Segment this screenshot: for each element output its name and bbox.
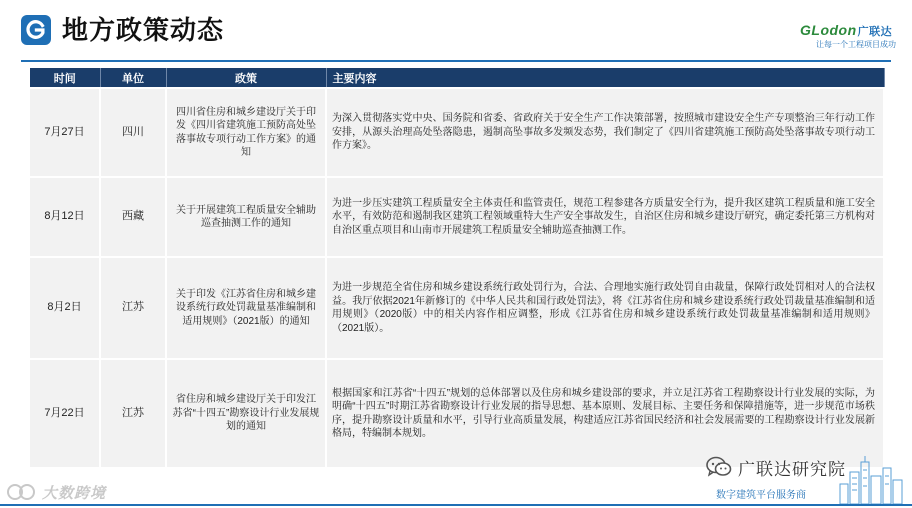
cell-policy: 四川省住房和城乡建设厅关于印发《四川省建筑施工预防高处坠落事故专项行动工作方案》的通知 <box>166 88 326 177</box>
cell-content: 根据国家和江苏省“十四五”规划的总体部署以及住房和城乡建设部的要求，并立足江苏省工程勘察设计行业发展的实际，为明确“十四五”时期江苏省勘察设计行业发展的指导思想、基本原则、发展目标、主要任务和保障措施等，进一步规范市场秩序，提升勘察设计质量和水平，引导行业高质量发展，构建适应江苏省国民经济和社会发展需要的工程勘察设计行业发展新格局，特编制本规划。 <box>326 359 884 467</box>
column-header-content: 主要内容 <box>326 68 884 88</box>
wechat-icon <box>706 456 732 478</box>
cell-region: 江苏 <box>100 257 166 359</box>
datamark-watermark <box>6 480 106 504</box>
brand-name-cn: 广联达 <box>857 26 893 38</box>
datamark-logo-icon <box>6 481 40 503</box>
cell-region: 西藏 <box>100 177 166 257</box>
cell-content: 为进一步规范全省住房和城乡建设系统行政处罚行为，合法、合理地实施行政处罚自由裁量，保障行政处罚相对人的合法权益。我厅依据2021年新修订的《中华人民共和国行政处罚法》，将《江苏省住房和城乡建设系统行政处罚裁量基准编制和适用规则》（2020版）中的相关内容作相应调整，形成《江苏省住房和城乡建设系统行政处罚裁量基准编制和适用规则》（2021版）。 <box>326 257 884 359</box>
cell-date: 7月22日 <box>30 359 100 467</box>
header-divider <box>21 60 891 62</box>
table-header-row <box>30 68 884 88</box>
footer-slogan: 数字建筑平台服务商 <box>716 490 806 501</box>
footer-divider <box>0 504 912 506</box>
cell-region: 江苏 <box>100 359 166 467</box>
cell-content: 为深入贯彻落实党中央、国务院和省委、省政府关于安全生产工作决策部署，按照城市建设安全生产专项整治三年行动工作安排，从源头治理高处坠落隐患，遏制高坠事故多发频发态势，我们制定了《四川省建筑施工预防高处坠落事故专项行动工作方案》。 <box>326 88 884 177</box>
cell-date: 8月12日 <box>30 177 100 257</box>
cell-policy: 关于开展建筑工程质量安全辅助巡查抽测工作的通知 <box>166 177 326 257</box>
datamark-label: 大数跨境 <box>42 484 107 502</box>
cell-policy: 关于印发《江苏省住房和城乡建设系统行政处罚裁量基准编制和适用规则》（2021版）的通知 <box>166 257 326 359</box>
cell-content: 为进一步压实建筑工程质量安全主体责任和监管责任，规范工程参建各方质量安全行为，提升我区建筑工程质量和施工安全水平，有效防范和遏制我区建筑工程领域重特大生产安全事故发生，自治区住房和城乡建设厅研究，确定委托第三方机构对自治区重点项目和山南市开展建筑工程质量安全辅助巡查抽测工作。 <box>326 177 884 257</box>
table-row <box>30 177 884 257</box>
page-header <box>0 0 912 58</box>
brand-slogan: 让每一个工程项目成功 <box>816 40 896 49</box>
column-header-date: 时间 <box>30 68 100 88</box>
table-row <box>30 88 884 177</box>
cell-region: 四川 <box>100 88 166 177</box>
glodon-g-logo-icon <box>21 15 51 45</box>
column-header-policy: 政策 <box>166 68 326 88</box>
brand-name-latin: GLodon <box>800 22 857 38</box>
wechat-account-name: 广联达研究院 <box>738 459 846 479</box>
brand-name <box>800 22 908 40</box>
cell-policy: 省住房和城乡建设厅关于印发江苏省“十四五”勘察设计行业发展规划的通知 <box>166 359 326 467</box>
policy-table <box>30 68 885 467</box>
table-row <box>30 359 884 467</box>
cell-date: 8月2日 <box>30 257 100 359</box>
cell-date: 7月27日 <box>30 88 100 177</box>
brand-logo <box>800 22 908 52</box>
wechat-watermark <box>706 454 846 480</box>
table-row <box>30 257 884 359</box>
city-skyline-icon <box>836 454 906 504</box>
column-header-region: 单位 <box>100 68 166 88</box>
page-title: 地方政策动态 <box>62 15 225 45</box>
